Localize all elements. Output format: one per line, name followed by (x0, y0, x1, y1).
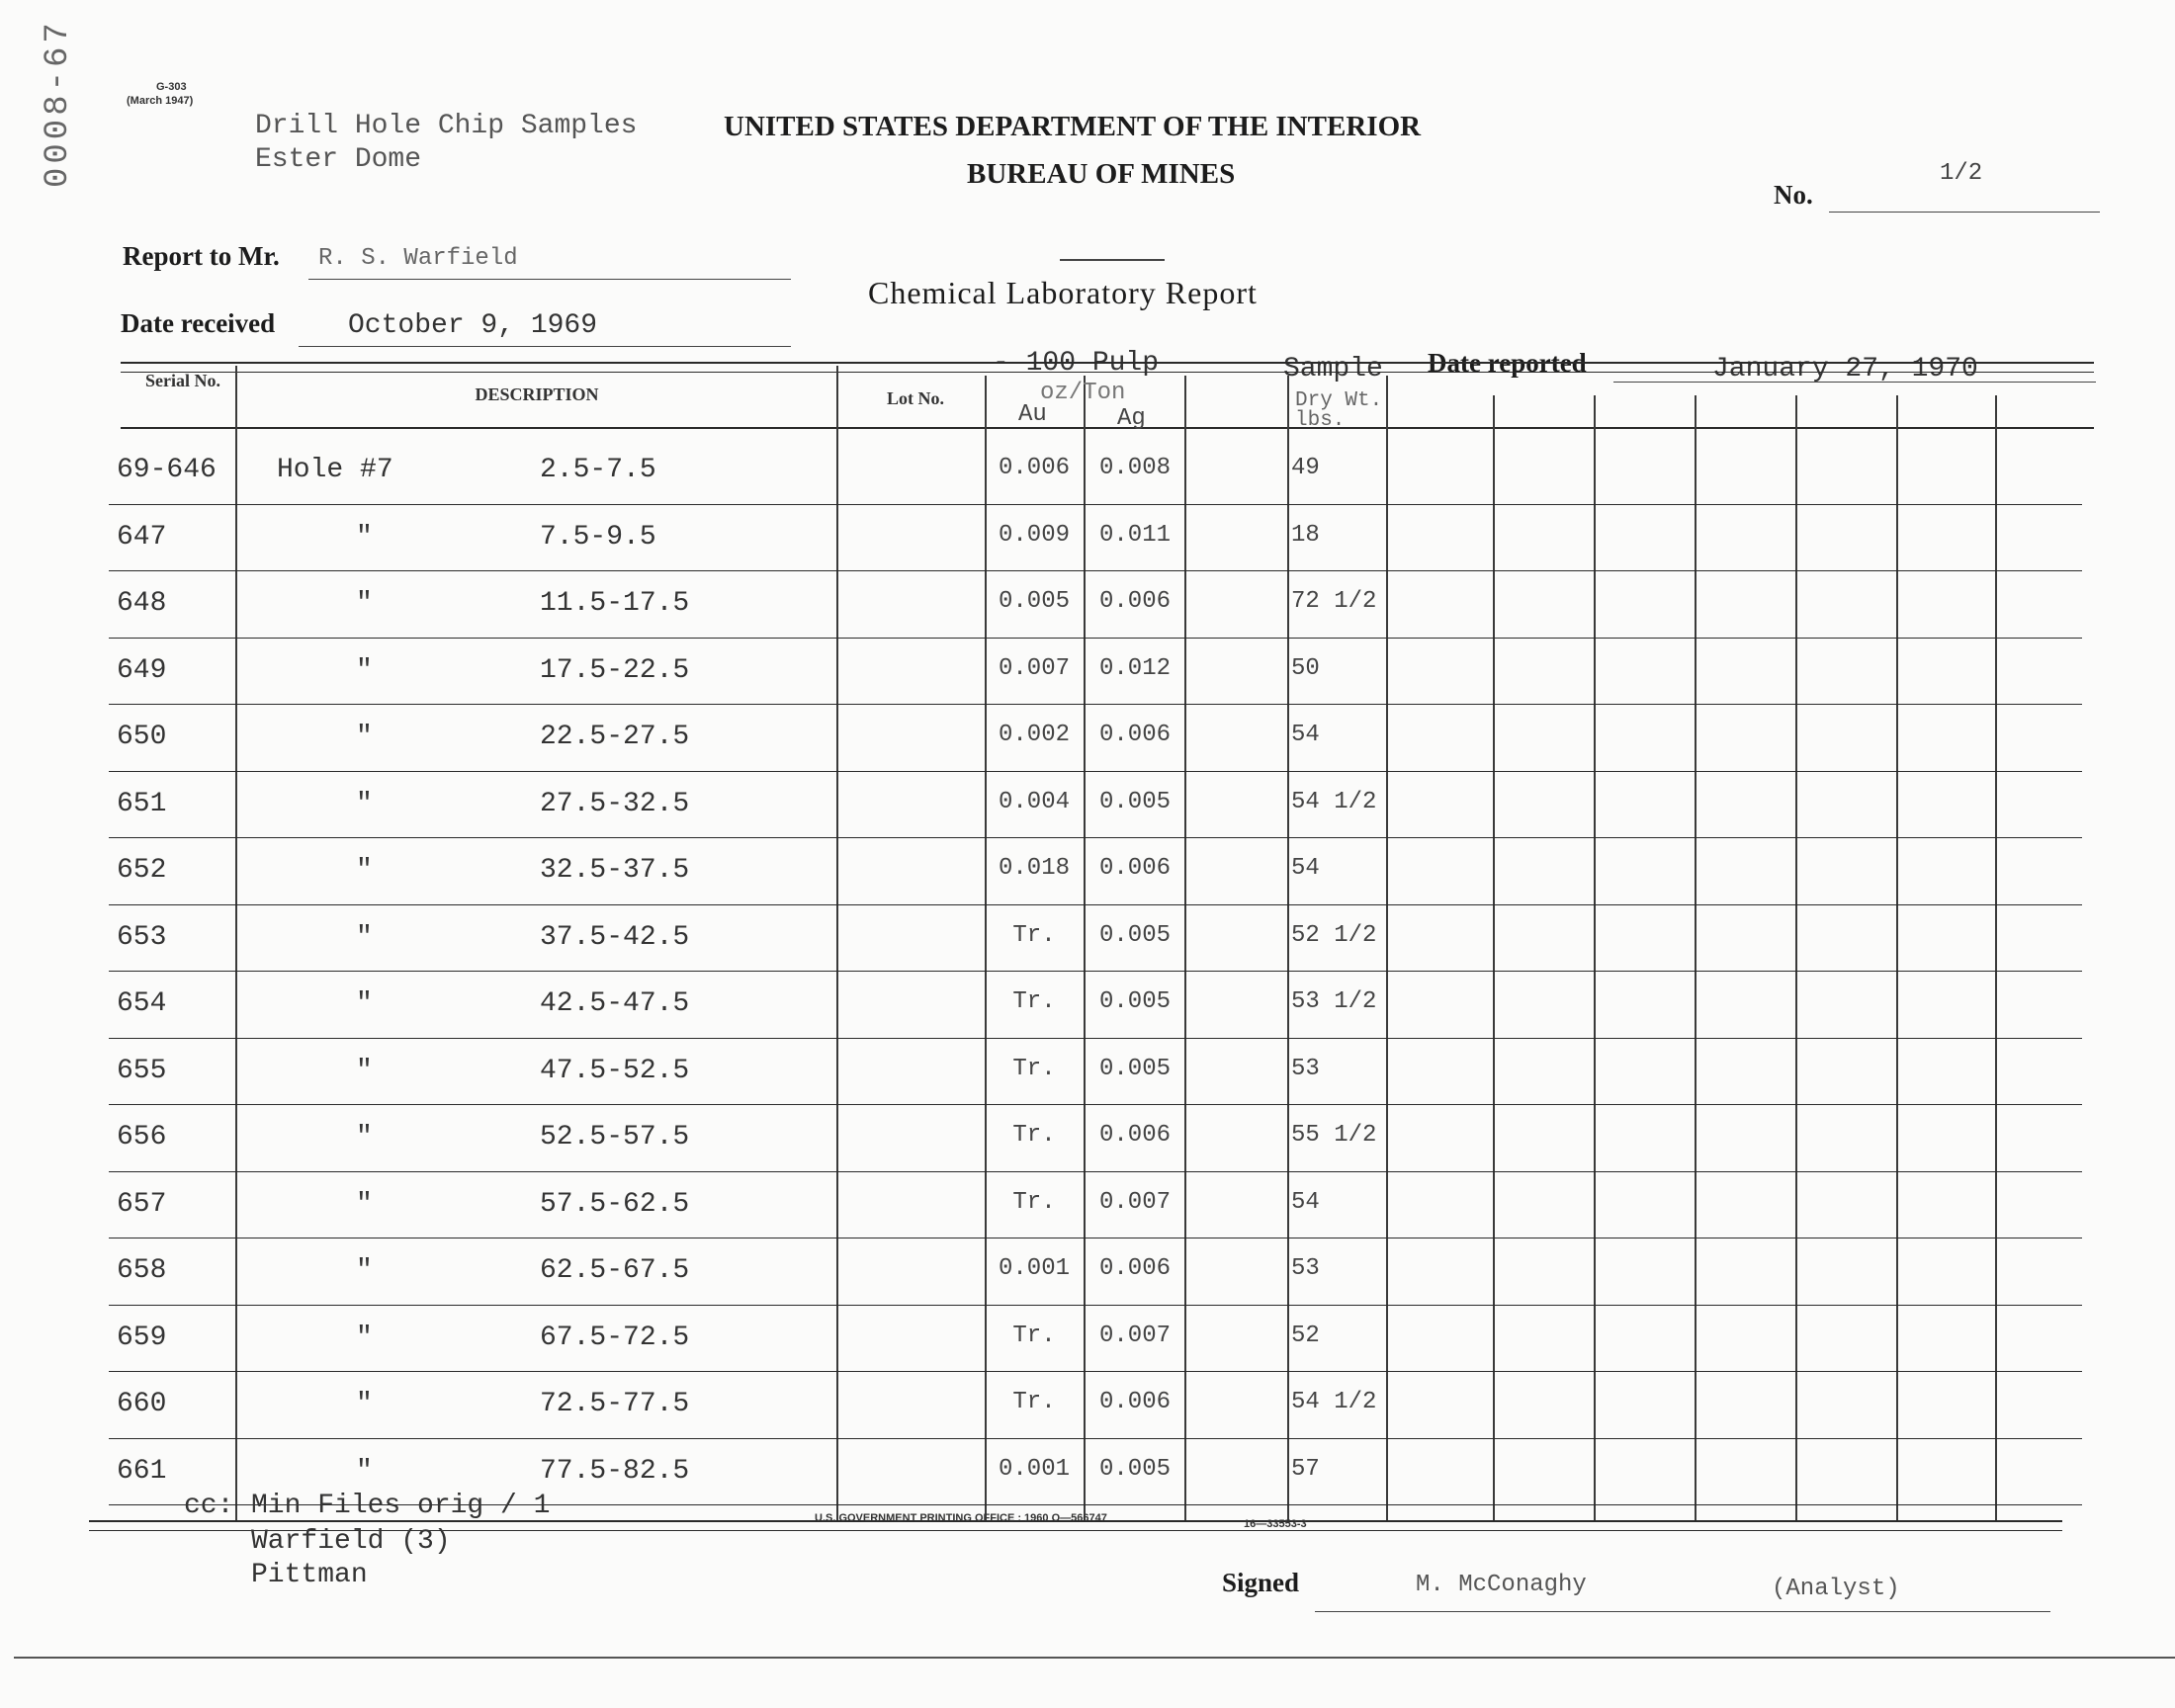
description-column-header: DESCRIPTION (475, 384, 599, 404)
dry-wt-cell: 53 (1291, 1255, 1320, 1282)
number-label: No. (1774, 180, 1813, 210)
table-header-rule (121, 427, 2094, 429)
row-rule (109, 704, 2082, 705)
serial-cell: 652 (117, 855, 167, 886)
date-received-label: Date received (121, 308, 276, 338)
dry-wt-cell: 52 (1291, 1322, 1320, 1349)
dry-wt-cell: 49 (1291, 455, 1320, 481)
form-date: (March 1947) (127, 95, 194, 107)
ag-cell: 0.005 (1098, 988, 1171, 1015)
row-rule (109, 1371, 2082, 1372)
serial-cell: 658 (117, 1255, 167, 1286)
row-rule (109, 1038, 2082, 1039)
report-to-line (308, 279, 791, 280)
printing-office: U.S. GOVERNMENT PRINTING OFFICE : 1960 O—566747 (815, 1512, 1107, 1524)
au-cell: Tr. (1012, 1188, 1056, 1216)
signed-name: M. McConaghy (1416, 1572, 1587, 1598)
au-cell: 0.002 (998, 722, 1070, 748)
ag-cell: 0.005 (1098, 1455, 1171, 1483)
ag-cell: 0.006 (1098, 588, 1171, 615)
au-cell: 0.007 (998, 654, 1070, 682)
dry-wt-cell: 54 (1291, 1188, 1320, 1216)
interval-cell: 72.5-77.5 (540, 1389, 690, 1419)
au-cell: Tr. (1012, 1322, 1056, 1349)
serial-cell: 647 (117, 521, 167, 553)
sample-header: Sample (1283, 354, 1383, 384)
cc-line-3: Pittman (251, 1560, 368, 1590)
col-divider-serial (235, 366, 237, 1520)
department-heading: UNITED STATES DEPARTMENT OF THE INTERIOR (724, 111, 1422, 142)
row-rule (109, 771, 2082, 772)
dry-wt-cell: 54 (1291, 722, 1320, 748)
signed-title: (Analyst) (1772, 1576, 1900, 1602)
ag-cell: 0.012 (1098, 654, 1171, 682)
pulp-header: - 100 Pulp (993, 348, 1160, 379)
dry-wt-cell: 55 1/2 (1291, 1122, 1377, 1149)
au-cell: 0.005 (998, 588, 1070, 615)
interval-cell: 11.5-17.5 (540, 588, 690, 619)
col-divider-desc (836, 366, 838, 1520)
serial-cell: 651 (117, 788, 167, 819)
form-number: 16—33553-3 (1244, 1518, 1307, 1530)
col-divider-e2 (1594, 395, 1596, 1520)
date-reported-label: Date reported (1428, 348, 1587, 378)
serial-cell: 657 (117, 1188, 167, 1220)
dry-wt-cell: 52 1/2 (1291, 921, 1377, 949)
au-cell: 0.018 (998, 855, 1070, 882)
report-to-label: Report to Mr. (123, 241, 280, 271)
au-cell: Tr. (1012, 988, 1056, 1015)
row-rule (109, 904, 2082, 905)
interval-cell: 22.5-27.5 (540, 722, 690, 752)
ag-cell: 0.005 (1098, 1055, 1171, 1082)
row-rule (109, 971, 2082, 972)
row-rule (109, 638, 2082, 639)
serial-cell: 648 (117, 588, 167, 619)
serial-cell: 654 (117, 988, 167, 1019)
description-cell: " (356, 588, 373, 619)
col-divider-e6 (1995, 395, 1997, 1520)
signed-label: Signed (1222, 1568, 1300, 1597)
description-cell: " (356, 1455, 373, 1487)
ag-cell: 0.006 (1098, 722, 1171, 748)
description-cell: " (356, 1389, 373, 1419)
report-to-value: R. S. Warfield (318, 245, 518, 272)
description-cell: " (356, 1322, 373, 1353)
row-rule (109, 504, 2082, 505)
au-cell: Tr. (1012, 1122, 1056, 1149)
ag-cell: 0.006 (1098, 1255, 1171, 1282)
date-received-value: October 9, 1969 (348, 310, 598, 341)
interval-cell: 37.5-42.5 (540, 921, 690, 953)
ag-cell: 0.005 (1098, 921, 1171, 949)
row-rule (109, 1104, 2082, 1105)
ag-cell: 0.008 (1098, 455, 1171, 481)
description-cell: " (356, 788, 373, 819)
description-cell: " (356, 1055, 373, 1086)
row-rule (109, 837, 2082, 838)
description-cell: " (356, 654, 373, 686)
ag-cell: 0.007 (1098, 1322, 1171, 1349)
interval-cell: 52.5-57.5 (540, 1122, 690, 1153)
serial-cell: 650 (117, 722, 167, 752)
interval-cell: 77.5-82.5 (540, 1455, 690, 1487)
description-cell: " (356, 988, 373, 1019)
dry-wt-cell: 53 1/2 (1291, 988, 1377, 1015)
dry-wt-cell: 54 (1291, 855, 1320, 882)
au-cell: 0.006 (998, 455, 1070, 481)
col-divider-ag (1184, 376, 1186, 1520)
description-cell: " (356, 1188, 373, 1220)
signed-line (1315, 1611, 2050, 1612)
row-rule (109, 570, 2082, 571)
au-cell: Tr. (1012, 921, 1056, 949)
interval-cell: 17.5-22.5 (540, 654, 690, 686)
number-line (1829, 212, 2100, 213)
serial-cell: 69-646 (117, 455, 217, 485)
ag-cell: 0.007 (1098, 1188, 1171, 1216)
lot-column-header: Lot No. (887, 388, 944, 408)
unit-column-header: oz/Ton (1040, 380, 1126, 406)
date-reported-value: January 27, 1970 (1712, 354, 1978, 384)
subject-line-1: Drill Hole Chip Samples (255, 111, 638, 141)
title-rule (1060, 259, 1165, 261)
date-received-line (299, 346, 791, 347)
page-bottom-edge (14, 1657, 2175, 1659)
interval-cell: 7.5-9.5 (540, 521, 656, 553)
dry-wt-cell: 50 (1291, 654, 1320, 682)
description-cell: " (356, 521, 373, 553)
serial-cell: 653 (117, 921, 167, 953)
interval-cell: 67.5-72.5 (540, 1322, 690, 1353)
dry-wt-cell: 57 (1291, 1455, 1320, 1483)
description-cell: Hole #7 (277, 455, 393, 485)
stamp-number: 0008-67 (40, 19, 77, 188)
interval-cell: 47.5-52.5 (540, 1055, 690, 1086)
ag-cell: 0.011 (1098, 521, 1171, 549)
interval-cell: 27.5-32.5 (540, 788, 690, 819)
table-top-rule (121, 362, 2094, 364)
form-code: G-303 (156, 81, 187, 93)
row-rule (109, 1438, 2082, 1439)
ag-cell: 0.006 (1098, 855, 1171, 882)
interval-cell: 62.5-67.5 (540, 1255, 690, 1286)
dry-wt-cell: 18 (1291, 521, 1320, 549)
au-column-header: Au (1018, 401, 1047, 428)
row-rule (109, 1305, 2082, 1306)
description-cell: " (356, 1255, 373, 1286)
dry-wt-cell: 53 (1291, 1055, 1320, 1082)
serial-cell: 659 (117, 1322, 167, 1353)
serial-column-header: Serial No. (145, 371, 220, 390)
col-divider-au (1084, 376, 1086, 1520)
au-cell: 0.004 (998, 788, 1070, 815)
subject-line-2: Ester Dome (255, 144, 422, 175)
ag-cell: 0.006 (1098, 1389, 1171, 1415)
description-cell: " (356, 722, 373, 752)
col-divider-e4 (1795, 395, 1797, 1520)
au-cell: 0.001 (998, 1255, 1070, 1282)
au-cell: Tr. (1012, 1389, 1056, 1415)
row-rule (109, 1171, 2082, 1172)
interval-cell: 32.5-37.5 (540, 855, 690, 886)
au-cell: 0.009 (998, 521, 1070, 549)
serial-cell: 660 (117, 1389, 167, 1419)
serial-cell: 655 (117, 1055, 167, 1086)
interval-cell: 2.5-7.5 (540, 455, 656, 485)
col-divider-e5 (1896, 395, 1898, 1520)
col-divider-e3 (1695, 395, 1696, 1520)
table-top-rule-2 (121, 372, 2094, 373)
bureau-heading: BUREAU OF MINES (967, 158, 1236, 190)
au-cell: Tr. (1012, 1055, 1056, 1082)
col-divider-e1 (1493, 395, 1495, 1520)
serial-cell: 649 (117, 654, 167, 686)
ag-cell: 0.006 (1098, 1122, 1171, 1149)
dry-wt-cell: 72 1/2 (1291, 588, 1377, 615)
cc-line-1: Min Files orig / 1 (251, 1491, 551, 1521)
description-cell: " (356, 855, 373, 886)
report-title: Chemical Laboratory Report (868, 275, 1258, 310)
dry-wt-cell: 54 1/2 (1291, 1389, 1377, 1415)
ag-cell: 0.005 (1098, 788, 1171, 815)
serial-cell: 661 (117, 1455, 167, 1487)
au-cell: 0.001 (998, 1455, 1070, 1483)
dry-wt-column-header: Dry Wt. lbs. (1295, 389, 1383, 432)
description-cell: " (356, 921, 373, 953)
interval-cell: 57.5-62.5 (540, 1188, 690, 1220)
description-cell: " (356, 1122, 373, 1153)
interval-cell: 42.5-47.5 (540, 988, 690, 1019)
col-divider-blank (1287, 376, 1289, 1520)
cc-line-2: Warfield (3) (251, 1526, 451, 1557)
number-value: 1/2 (1940, 160, 1983, 187)
dry-wt-cell: 54 1/2 (1291, 788, 1377, 815)
ag-column-header: Ag (1117, 405, 1146, 432)
serial-cell: 656 (117, 1122, 167, 1153)
cc-label: cc: (184, 1491, 234, 1521)
